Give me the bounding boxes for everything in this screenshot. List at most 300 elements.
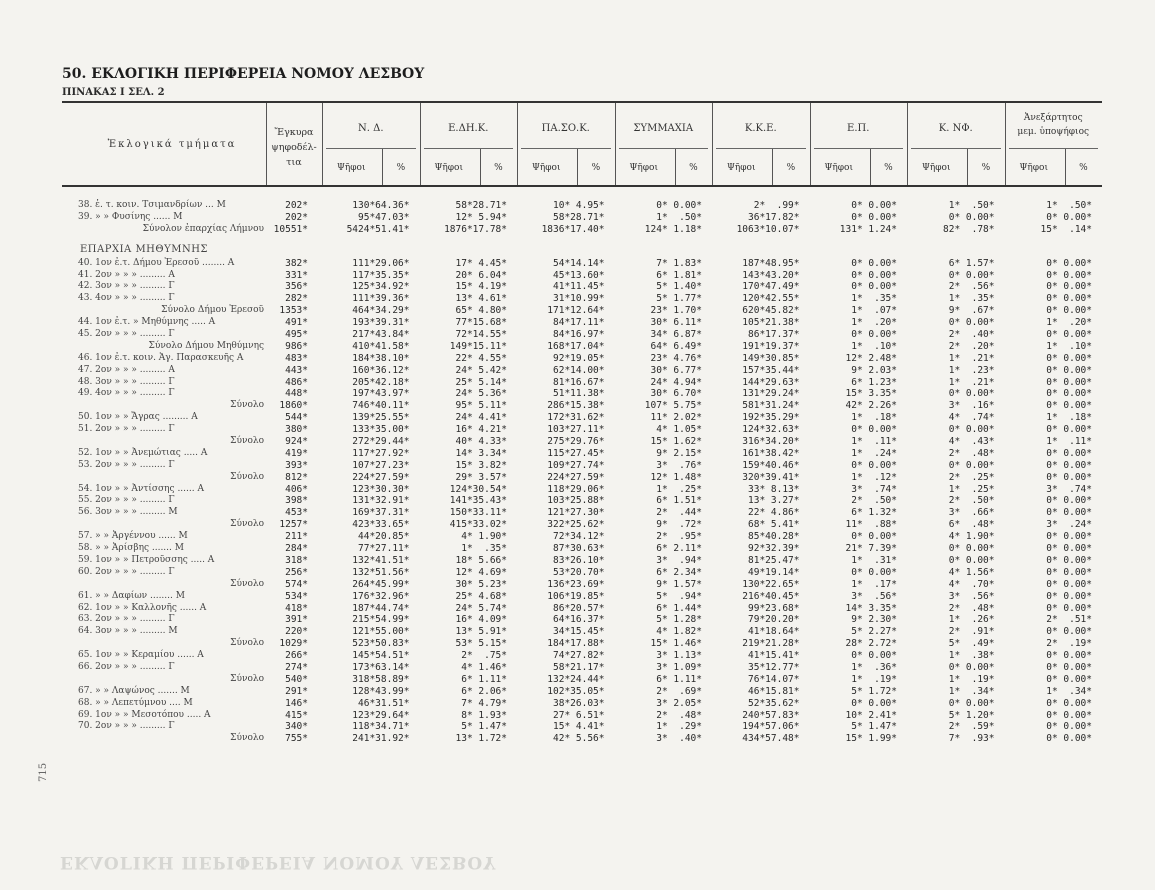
party-result-cell: 0* 0.00* <box>1046 661 1092 673</box>
percent-subheader: % <box>494 163 503 173</box>
party-result-cell: 5* 1.28* <box>656 614 702 626</box>
party-result-cell: 2* .59* <box>948 721 995 733</box>
party-result-cell: 0* 0.00* <box>1046 733 1092 745</box>
party-result-cell: 150*33.11* <box>449 507 507 519</box>
party-result-cell: 72*34.12* <box>553 531 605 543</box>
party-header: Ε.ΔΗ.Κ. <box>448 123 489 134</box>
table-row <box>62 603 1112 615</box>
party-result-cell: 7* .93* <box>948 733 995 745</box>
subtotal-label: Σύνολο <box>230 673 264 684</box>
party-result-cell: 36*17.82* <box>748 211 800 223</box>
party-result-cell: 0* 0.00* <box>851 329 897 341</box>
subtotal-label: Σύνολο <box>230 400 264 411</box>
table-row <box>62 293 1112 305</box>
party-result-cell: 318*58.89* <box>352 673 410 685</box>
party-result-cell: 0* 0.00* <box>1046 211 1092 223</box>
party-result-cell: 410*41.58* <box>352 340 410 352</box>
party-result-cell: 0* 0.00* <box>1046 424 1092 436</box>
valid-ballots-cell: 340* <box>285 721 308 733</box>
party-result-cell: 0* 0.00* <box>851 566 897 578</box>
party-result-cell: 4* 1.46* <box>461 661 507 673</box>
party-result-cell: 52*35.62* <box>748 697 800 709</box>
table-row <box>62 329 1112 341</box>
subtotal-row <box>62 579 1112 591</box>
valid-ballots-cell: 491* <box>285 317 308 329</box>
party-result-cell: 1* .25* <box>656 483 702 495</box>
percent-subheader: % <box>396 163 406 173</box>
party-result-cell: 144*29.63* <box>742 376 800 388</box>
section-label: 57. » » Ἀργέννου ...... Μ <box>78 531 188 542</box>
group-divider <box>521 148 611 149</box>
party-result-cell: 1* .10* <box>851 340 897 352</box>
party-result-cell: 2* .99* <box>753 200 800 211</box>
party-result-cell: 7* 1.83* <box>656 257 702 269</box>
group-divider <box>326 148 416 149</box>
party-result-cell: 51*11.38* <box>553 388 605 400</box>
bleed-through-text: ΕΚΛΟΓΙΚΗ ΠΕΡΙΦΕΡΕΙΑ ΝΟΜΟΥ ΛΕΣΒΟΥ <box>60 852 497 872</box>
party-result-cell: 168*17.04* <box>547 340 605 352</box>
valid-ballots-cell: 382* <box>285 257 308 269</box>
party-result-cell: 6* 1.44* <box>656 602 702 614</box>
party-result-cell: 0* 0.00* <box>851 200 897 211</box>
party-result-cell: 81*25.47* <box>748 554 800 566</box>
party-result-cell: 132*41.51* <box>352 554 410 566</box>
party-result-cell: 0* 0.00* <box>851 257 897 269</box>
party-result-cell: 15* .14* <box>1040 223 1092 235</box>
valid-ballots-cell: 398* <box>285 495 308 507</box>
party-result-cell: 1* .50* <box>1046 200 1092 211</box>
party-result-cell: 105*21.38* <box>742 317 800 329</box>
table-row <box>62 388 1112 400</box>
party-result-cell: 0* 0.00* <box>1046 507 1092 519</box>
party-result-cell: 83*26.10* <box>553 554 605 566</box>
section-label: 38. ἐ. τ. κοιν. Τσιμανδρίων ... Μ <box>78 200 226 210</box>
party-result-cell: 2* .51* <box>1046 614 1092 626</box>
party-result-cell: 2* .69* <box>656 685 702 697</box>
party-result-cell: 124*32.63* <box>742 424 800 436</box>
percent-subheader: % <box>884 163 893 173</box>
section-label: 56. 3ον » » » ......... Μ <box>78 507 178 518</box>
party-result-cell: 0* 0.00* <box>948 269 995 281</box>
party-result-cell: 6* 2.11* <box>656 543 702 555</box>
party-result-cell: 1* .18* <box>851 412 897 424</box>
party-result-cell: 0* 0.00* <box>851 650 897 662</box>
party-result-cell: 264*45.99* <box>352 578 410 590</box>
party-result-cell: 1* .18* <box>1046 412 1092 424</box>
party-result-cell: 0* 0.00* <box>1046 543 1092 555</box>
party-result-cell: 25* 5.14* <box>455 376 507 388</box>
party-result-cell: 11* .88* <box>845 519 897 531</box>
party-result-cell: 22* 4.86* <box>748 507 800 519</box>
party-result-cell: 0* 0.00* <box>1046 495 1092 507</box>
party-result-cell: 84*17.11* <box>553 317 605 329</box>
party-result-cell: 86*17.37* <box>748 329 800 341</box>
party-result-cell: 118*34.71* <box>352 721 410 733</box>
votes-subheader: Ψῆφοι <box>921 163 951 173</box>
party-result-cell: 149*15.11* <box>449 340 507 352</box>
valid-ballots-cell: 448* <box>285 388 308 400</box>
party-result-cell: 2* .48* <box>948 447 995 459</box>
valid-ballots-cell: 282* <box>285 293 308 305</box>
party-result-cell: 54*14.14* <box>553 257 605 269</box>
section-label: 42. 3ον » » » ......... Γ <box>78 281 175 292</box>
party-result-cell: 0* 0.00* <box>948 543 995 555</box>
party-result-cell: 3* .56* <box>948 590 995 602</box>
party-result-cell: 9* .67* <box>948 305 995 317</box>
party-result-cell: 2* .40* <box>948 329 995 341</box>
party-result-cell: 0* 0.00* <box>948 459 995 471</box>
votes-subheader: Ψῆφοι <box>531 163 561 173</box>
party-result-cell: 4* 1.90* <box>461 531 507 543</box>
party-result-cell: 1* .21* <box>948 376 995 388</box>
valid-ballots-cell: 486* <box>285 376 308 388</box>
party-result-cell: 1* .17* <box>851 578 897 590</box>
party-result-cell: 184*17.88* <box>547 638 605 650</box>
party-result-cell: 7* 4.79* <box>461 697 507 709</box>
party-result-cell: 6* 1.11* <box>461 673 507 685</box>
party-result-cell: 28* 2.72* <box>845 638 897 650</box>
party-result-cell: 42* 5.56* <box>553 733 605 745</box>
party-result-cell: 3* .24* <box>1046 519 1092 531</box>
party-header: Κ.Κ.Ε. <box>744 123 777 134</box>
party-result-cell: 160*36.12* <box>352 364 410 376</box>
table-row <box>62 448 1112 460</box>
party-result-cell: 0* 0.00* <box>1046 329 1092 341</box>
party-result-cell: 15* 3.35* <box>845 388 897 400</box>
group-divider <box>814 148 904 149</box>
party-result-cell: 34* 6.87* <box>650 329 702 341</box>
party-result-cell: 128*43.99* <box>352 685 410 697</box>
party-result-cell: 275*29.76* <box>547 436 605 448</box>
section-label: 51. 2ον » » » ......... Γ <box>78 424 175 435</box>
party-result-cell: 1* .21* <box>948 352 995 364</box>
subtotal-label: Σύνολο Δήμου Μηθύμνης <box>148 340 264 351</box>
table-row <box>62 258 1112 270</box>
valid-ballots-cell: 406* <box>285 483 308 495</box>
party-result-cell: 1* .24* <box>851 447 897 459</box>
party-result-cell: 3* .76* <box>656 459 702 471</box>
valid-label-line: ψηφοδέλ- <box>271 142 317 153</box>
party-result-cell: 30* 5.23* <box>455 578 507 590</box>
valid-ballots-cell: 483* <box>285 352 308 364</box>
section-label: 69. 1ον » » Μεσοτόπου ..... Α <box>78 709 211 720</box>
party-result-cell: 1* .50* <box>656 211 702 223</box>
section-label: 66. 2ον » » » ......... Γ <box>78 661 175 672</box>
valid-ballots-cell: 1353* <box>279 305 308 317</box>
party-result-cell: 2* .19* <box>1046 638 1092 650</box>
party-result-cell: 74*27.82* <box>553 650 605 662</box>
party-result-cell: 0* 0.00* <box>656 200 702 211</box>
section-label: 58. » » Ἀρίσβης ....... Μ <box>78 543 184 554</box>
table-row <box>62 567 1112 579</box>
party-result-cell: 46*31.51* <box>358 697 410 709</box>
party-result-cell: 2* .91* <box>948 626 995 638</box>
party-result-cell: 6* 1.23* <box>851 376 897 388</box>
party-result-cell: 1* .25* <box>948 483 995 495</box>
column-divider <box>266 103 267 185</box>
party-result-cell: 193*39.31* <box>352 317 410 329</box>
party-result-cell: 1* .29* <box>656 721 702 733</box>
party-result-cell: 27* 6.51* <box>553 709 605 721</box>
party-result-cell: 0* 0.00* <box>1046 459 1092 471</box>
table-row <box>62 614 1112 626</box>
party-result-cell: 0* 0.00* <box>1046 709 1092 721</box>
party-result-cell: 81*16.67* <box>553 376 605 388</box>
party-result-cell: 30* 6.70* <box>650 388 702 400</box>
party-result-cell: 106*19.85* <box>547 590 605 602</box>
valid-ballots-header <box>268 125 320 170</box>
party-result-cell: 176*32.96* <box>352 590 410 602</box>
party-result-cell: 2* .44* <box>656 507 702 519</box>
party-result-cell: 0* 0.00* <box>948 317 995 329</box>
party-result-cell: 241*31.92* <box>352 733 410 745</box>
section-heading-row <box>62 236 1112 258</box>
section-label: 68. » » Λεπετύμνου .... Μ <box>78 697 193 708</box>
section-label: 53. 2ον » » » ......... Γ <box>78 459 175 470</box>
party-result-cell: 86*20.57* <box>553 602 605 614</box>
valid-ballots-cell: 574* <box>285 578 308 590</box>
percent-subheader: % <box>1079 163 1088 173</box>
party-result-cell: 1* .36* <box>851 661 897 673</box>
results-table-body <box>62 200 1112 745</box>
party-result-cell: 41*15.41* <box>748 650 800 662</box>
table-row <box>62 377 1112 389</box>
party-result-cell: 0* 0.00* <box>948 388 995 400</box>
party-result-cell: 120*42.55* <box>742 293 800 305</box>
party-result-cell: 130*22.65* <box>742 578 800 590</box>
party-result-cell: 9* 1.57* <box>656 578 702 590</box>
subtotal-row <box>62 472 1112 484</box>
party-result-cell: 1* .19* <box>948 673 995 685</box>
party-result-cell: 84*16.97* <box>553 329 605 341</box>
party-result-cell: 0* 0.00* <box>948 554 995 566</box>
table-row <box>62 412 1112 424</box>
table-row <box>62 460 1112 472</box>
party-result-cell: 1* .31* <box>851 554 897 566</box>
party-result-cell: 3* 1.09* <box>656 661 702 673</box>
valid-ballots-cell: 318* <box>285 554 308 566</box>
party-result-cell: 5* .49* <box>948 638 995 650</box>
party-result-cell: 21* 7.39* <box>845 543 897 555</box>
party-result-cell: 0* 0.00* <box>948 424 995 436</box>
party-result-cell: 42* 2.26* <box>845 400 897 412</box>
party-result-cell: 121*27.30* <box>547 507 605 519</box>
party-result-cell: 434*57.48* <box>742 733 800 745</box>
party-result-cell: 136*23.69* <box>547 578 605 590</box>
table-row <box>62 484 1112 496</box>
table-row <box>62 650 1112 662</box>
party-header: ΣΥΜΜΑΧΙΑ <box>633 123 694 134</box>
subtotal-label: Σύνολο <box>230 578 264 589</box>
party-result-cell: 620*45.82* <box>742 305 800 317</box>
party-result-cell: 4* .43* <box>948 436 995 448</box>
valid-ballots-cell: 146* <box>285 697 308 709</box>
party-result-cell: 2* .75* <box>461 650 507 662</box>
independent-label-line: μεμ. ὑποψήφιος <box>1017 127 1090 137</box>
party-result-cell: 20* 6.04* <box>455 269 507 281</box>
table-row <box>62 365 1112 377</box>
party-result-cell: 68* 5.41* <box>748 519 800 531</box>
party-result-cell: 45*13.60* <box>553 269 605 281</box>
party-result-cell: 5* 1.77* <box>656 293 702 305</box>
party-result-cell: 5* 1.72* <box>851 685 897 697</box>
party-result-cell: 171*12.64* <box>547 305 605 317</box>
section-label: 70. 2ον » » » ......... Γ <box>78 721 175 732</box>
party-result-cell: 224*27.59* <box>547 471 605 483</box>
party-result-cell: 194*57.06* <box>742 721 800 733</box>
section-label: 46. 1ον ἐ.τ. κοιν. Ἁγ. Παρασκευῆς Α <box>78 352 244 363</box>
party-result-cell: 0* 0.00* <box>1046 650 1092 662</box>
valid-ballots-cell: 391* <box>285 614 308 626</box>
table-row <box>62 710 1112 722</box>
party-result-cell: 58*28.71* <box>455 200 507 211</box>
valid-ballots-cell: 356* <box>285 281 308 293</box>
section-label: 55. 2ον » » » ......... Γ <box>78 495 175 506</box>
party-result-cell: 5* .94* <box>656 590 702 602</box>
party-result-cell: 191*19.37* <box>742 340 800 352</box>
percent-subheader: % <box>591 163 601 173</box>
party-result-cell: 64* 6.49* <box>650 340 702 352</box>
party-result-cell: 0* 0.00* <box>948 697 995 709</box>
party-result-cell: 41*18.64* <box>748 626 800 638</box>
party-result-cell: 4* 1.82* <box>656 626 702 638</box>
group-divider <box>619 148 709 149</box>
party-result-cell: 79*20.20* <box>748 614 800 626</box>
party-result-cell: 0* 0.00* <box>1046 566 1092 578</box>
section-label: 60. 2ον » » » ......... Γ <box>78 566 175 577</box>
party-result-cell: 6* 1.32* <box>851 507 897 519</box>
group-divider <box>911 148 1001 149</box>
party-result-cell: 14* 3.34* <box>455 447 507 459</box>
party-result-cell: 1876*17.78* <box>444 223 507 235</box>
subtotal-label: Σύνολο <box>230 519 264 530</box>
party-result-cell: 124* 1.18* <box>644 223 702 235</box>
party-result-cell: 415*33.02* <box>449 519 507 531</box>
party-result-cell: 109*27.74* <box>547 459 605 471</box>
valid-ballots-cell: 380* <box>285 424 308 436</box>
party-result-cell: 99*23.68* <box>748 602 800 614</box>
valid-ballots-cell: 266* <box>285 650 308 662</box>
section-label: 41. 2ον » » » ......... Α <box>78 269 175 280</box>
party-result-cell: 3* 2.05* <box>656 697 702 709</box>
independent-header <box>1005 111 1103 139</box>
party-result-cell: 11* 2.02* <box>650 412 702 424</box>
party-result-cell: 6* 1.81* <box>656 269 702 281</box>
party-result-cell: 5* 1.47* <box>851 721 897 733</box>
party-result-cell: 173*63.14* <box>352 661 410 673</box>
party-result-cell: 5* 1.20* <box>948 709 995 721</box>
party-result-cell: 132*51.56* <box>352 566 410 578</box>
subtotal-row <box>62 400 1112 412</box>
party-result-cell: 1* .23* <box>948 364 995 376</box>
subtotal-row <box>62 733 1112 745</box>
valid-ballots-cell: 812* <box>285 471 308 483</box>
section-label: 62. 1ον » » Καλλονῆς ...... Α <box>78 602 207 613</box>
party-result-cell: 123*29.64* <box>352 709 410 721</box>
valid-ballots-cell: 10551* <box>273 223 308 235</box>
party-result-cell: 4* .74* <box>948 412 995 424</box>
party-result-cell: 133*35.00* <box>352 424 410 436</box>
party-result-cell: 169*37.31* <box>352 507 410 519</box>
party-result-cell: 6* 2.06* <box>461 685 507 697</box>
subtotal-label: Σύνολο <box>230 733 264 744</box>
valid-ballots-cell: 534* <box>285 590 308 602</box>
valid-ballots-cell: 211* <box>285 531 308 543</box>
page-subtitle: ΠΙΝΑΚΑΣ Ι ΣΕΛ. 2 <box>62 87 165 98</box>
party-result-cell: 3* .66* <box>948 507 995 519</box>
party-result-cell: 4* .70* <box>948 578 995 590</box>
valid-ballots-cell: 202* <box>285 200 308 211</box>
valid-ballots-cell: 256* <box>285 566 308 578</box>
section-label: 61. » » Δαφίων ........ Μ <box>78 590 185 601</box>
section-label: 47. 2ον » » » ......... Α <box>78 364 175 375</box>
table-row <box>62 698 1112 710</box>
party-result-cell: 1* .35* <box>948 293 995 305</box>
party-result-cell: 746*40.11* <box>352 400 410 412</box>
party-result-cell: 184*38.10* <box>352 352 410 364</box>
party-result-cell: 33* 8.13* <box>748 483 800 495</box>
section-heading: ΕΠΑΡΧΙΑ ΜΗΘΥΜΝΗΣ <box>80 243 208 255</box>
party-result-cell: 0* 0.00* <box>1046 602 1092 614</box>
party-result-cell: 95*47.03* <box>358 211 410 223</box>
independent-label-line: Ἀνεξάρτητος <box>1023 113 1083 123</box>
section-label: 65. 1ον » » Κεραμίου ...... Α <box>78 650 204 661</box>
party-result-cell: 24* 5.36* <box>455 388 507 400</box>
party-result-cell: 30* 6.11* <box>650 317 702 329</box>
group-divider <box>716 148 806 149</box>
table-row <box>62 543 1112 555</box>
valid-ballots-cell: 419* <box>285 447 308 459</box>
party-result-cell: 143*43.20* <box>742 269 800 281</box>
party-result-cell: 1* .50* <box>948 200 995 211</box>
section-label: 50. 1ον » » Ἄγρας ......... Α <box>78 412 198 423</box>
party-result-cell: 103*27.11* <box>547 424 605 436</box>
party-result-cell: 0* 0.00* <box>851 531 897 543</box>
subtotal-label: Σύνολο <box>230 436 264 447</box>
party-result-cell: 0* 0.00* <box>1046 721 1092 733</box>
sections-column-header: Ἐκλογικά τμήματα <box>107 139 237 150</box>
party-result-cell: 4* 1.05* <box>656 424 702 436</box>
party-result-cell: 187*44.74* <box>352 602 410 614</box>
subtotal-row <box>62 638 1112 650</box>
party-result-cell: 53*20.70* <box>553 566 605 578</box>
party-result-cell: 131*29.24* <box>742 388 800 400</box>
party-result-cell: 118*29.06* <box>547 483 605 495</box>
party-result-cell: 0* 0.00* <box>851 459 897 471</box>
party-result-cell: 9* .72* <box>656 519 702 531</box>
party-result-cell: 6* 2.34* <box>656 566 702 578</box>
group-divider <box>424 148 514 149</box>
party-result-cell: 1* .20* <box>851 317 897 329</box>
party-result-cell: 125*34.92* <box>352 281 410 293</box>
party-result-cell: 172*31.62* <box>547 412 605 424</box>
party-result-cell: 16* 4.09* <box>455 614 507 626</box>
table-row <box>62 662 1112 674</box>
party-result-cell: 3* .94* <box>656 554 702 566</box>
party-result-cell: 15* 4.41* <box>553 721 605 733</box>
party-result-cell: 1* .34* <box>1046 685 1092 697</box>
section-label: 40. 1ον ἐ.τ. Δήμου Ἐρεσοῦ ........ Α <box>78 257 235 268</box>
party-result-cell: 197*43.97* <box>352 388 410 400</box>
party-result-cell: 35*12.77* <box>748 661 800 673</box>
party-result-cell: 170*47.49* <box>742 281 800 293</box>
party-result-cell: 0* 0.00* <box>1046 352 1092 364</box>
votes-subheader: Ψῆφοι <box>629 163 659 173</box>
party-result-cell: 62*14.00* <box>553 364 605 376</box>
valid-label-line: Ἔγκυρα <box>274 127 314 138</box>
party-result-cell: 0* 0.00* <box>1046 471 1092 483</box>
party-result-cell: 3* .16* <box>948 400 995 412</box>
